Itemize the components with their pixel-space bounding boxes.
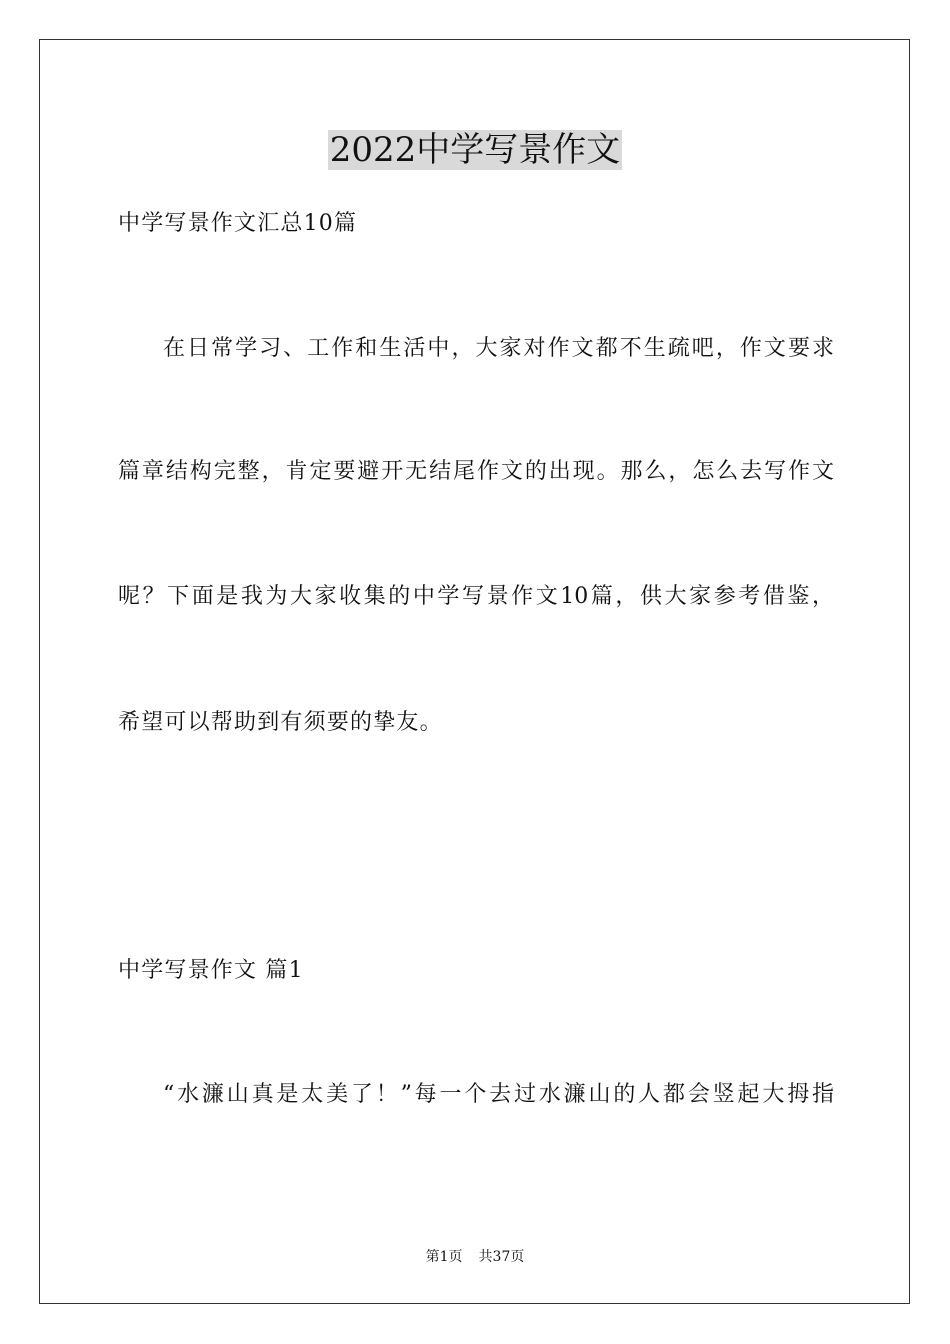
intro-paragraph-line-1: 在日常学习、工作和生活中，大家对作文都不生疏吧，作文要求 (163, 336, 834, 361)
document-title (0, 128, 950, 172)
page-number: 第1页 (425, 1249, 463, 1265)
document-title-text: 2022中学写景作文 (329, 130, 621, 170)
section-heading: 中学写景作文 篇1 (118, 958, 304, 983)
page-footer (0, 1248, 950, 1266)
intro-paragraph-line-3: 呢？下面是我为大家收集的中学写景作文10篇，供大家参考借鉴， (118, 584, 834, 609)
page-total: 共37页 (478, 1249, 525, 1265)
intro-paragraph-line-4: 希望可以帮助到有须要的挚友。 (118, 710, 443, 735)
intro-paragraph-line-2: 篇章结构完整，肯定要避开无结尾作文的出现。那么，怎么去写作文 (118, 459, 834, 484)
document-subtitle: 中学写景作文汇总10篇 (118, 211, 358, 236)
section-paragraph-line-1: “水濂山真是太美了！”每一个去过水濂山的人都会竖起大拇指 (163, 1082, 834, 1107)
